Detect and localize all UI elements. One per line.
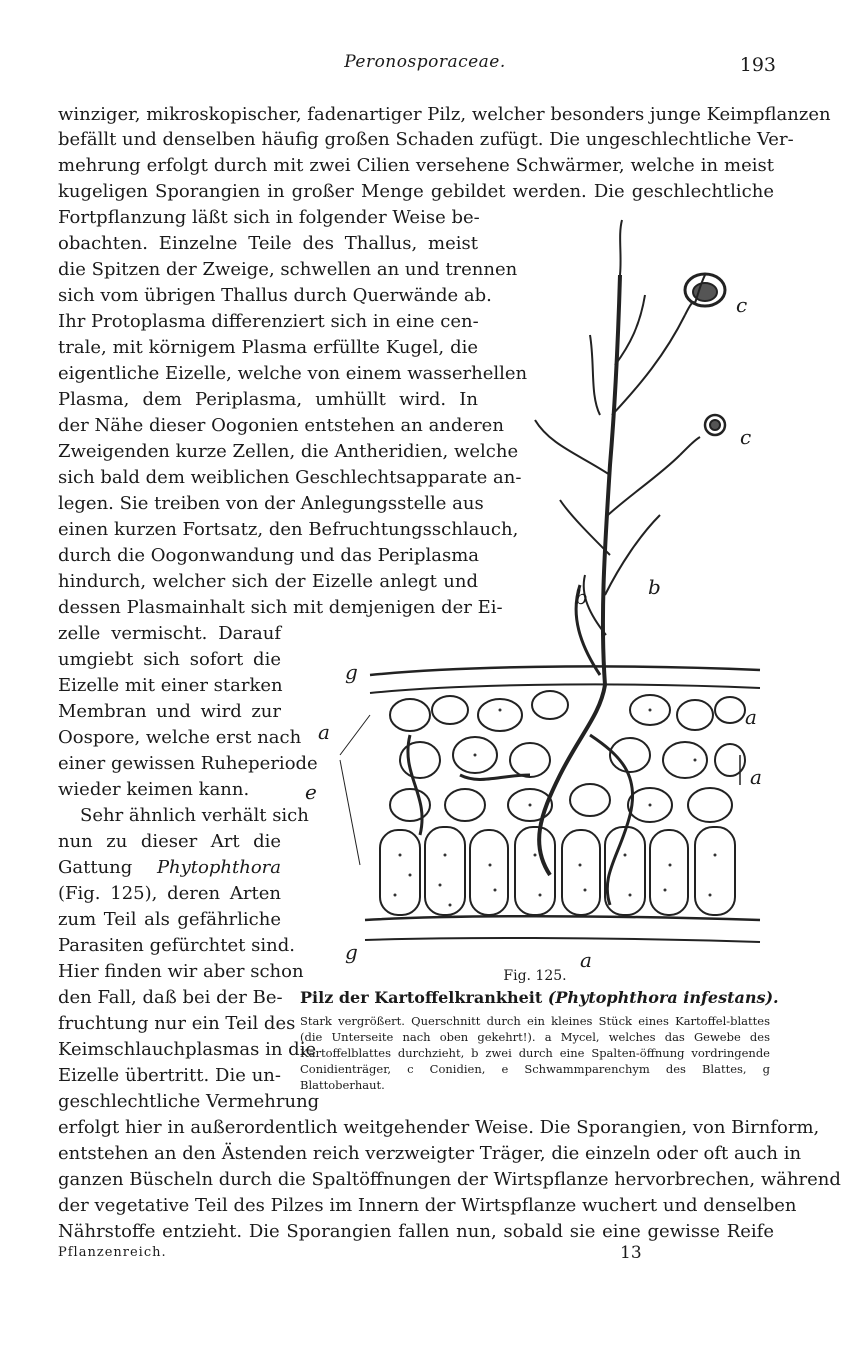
text-line: zelle vermischt. Darauf xyxy=(58,623,281,644)
text-line: eigentliche Eizelle, welche von einem wasserhellen xyxy=(58,363,528,384)
text-line: obachten. Einzelne Teile des Thallus, meist xyxy=(58,233,478,254)
figure-label-b: b xyxy=(648,575,661,599)
text-line: nun zu dieser Art die xyxy=(58,831,281,852)
figure-illustration xyxy=(300,215,770,972)
text-line: einen kurzen Fortsatz, den Befruchtungsschlauch, xyxy=(58,519,519,540)
text-line: Hier finden wir aber schon xyxy=(58,961,304,982)
running-head: Peronosporaceae. xyxy=(344,52,506,72)
footer-series: Pflanzenreich. xyxy=(58,1245,167,1260)
text-line: umgiebt sich sofort die xyxy=(58,649,281,670)
text-line: der Nähe dieser Oogonien entstehen an anderen xyxy=(58,415,504,436)
figure-label-b: b xyxy=(575,585,588,609)
text-line: Membran und wird zur xyxy=(58,701,281,722)
text-line: wieder keimen kann. xyxy=(58,779,250,800)
text-line: ganzen Büscheln durch die Spaltöffnungen der Wirtspflanze hervorbrechen, während xyxy=(58,1169,841,1190)
text-line: Sehr ähnlich verhält sich xyxy=(80,805,309,826)
text-line: befällt und denselben häufig großen Schaden zufügt. Die ungeschlechtliche Ver- xyxy=(58,129,794,150)
figure-label-g: g xyxy=(345,660,358,684)
text-line: Fortpflanzung läßt sich in folgender Weise be- xyxy=(58,207,480,228)
text-line: die Spitzen der Zweige, schwellen an und trennen xyxy=(58,259,518,280)
figure-label-c: c xyxy=(740,425,752,449)
fungus-cross-section-drawing xyxy=(300,215,770,965)
text-line: einer gewissen Ruheperiode xyxy=(58,753,318,774)
figure-label-c: c xyxy=(736,293,748,317)
figure-label-a: a xyxy=(580,948,592,972)
text-line: trale, mit körnigem Plasma erfüllte Kugel, die xyxy=(58,337,478,358)
text-line: erfolgt hier in außerordentlich weitgehender Weise. Die Sporangien, von Birnform, xyxy=(58,1117,820,1138)
text-line: entstehen an den Ästenden reich verzweigter Träger, die einzeln oder oft auch in xyxy=(58,1143,802,1164)
figure-label-a: a xyxy=(750,765,762,789)
text-line: zum Teil als gefährliche xyxy=(58,909,281,930)
text-span: Gattung xyxy=(58,857,133,878)
text-line: Ihr Protoplasma differenziert sich in eine cen- xyxy=(58,311,479,332)
figure-label-a: a xyxy=(745,705,757,729)
text-line: (Fig. 125), deren Arten xyxy=(58,883,281,904)
figure-label-g: g xyxy=(345,940,358,964)
text-line: mehrung erfolgt durch mit zwei Cilien versehene Schwärmer, welche in meist xyxy=(58,155,774,176)
text-line: Nährstoffe entzieht. Die Sporangien fallen nun, sobald sie eine gewisse Reife xyxy=(58,1221,774,1242)
text-line: dessen Plasmainhalt sich mit demjenigen der Ei- xyxy=(58,597,503,618)
text-line: Parasiten gefürchtet sind. xyxy=(58,935,295,956)
text-line: fruchtung nur ein Teil des xyxy=(58,1013,296,1034)
text-line: Zweigenden kurze Zellen, die Antheridien, welche xyxy=(58,441,519,462)
text-line: durch die Oogonwandung und das Periplasma xyxy=(58,545,480,566)
text-line: winziger, mikroskopischer, fadenartiger Pilz, welcher besonders junge Keimpflanzen xyxy=(58,104,831,125)
text-line: der vegetative Teil des Pilzes im Innern der Wirtspflanze wuchert und denselben xyxy=(58,1195,797,1216)
figure-species: (Phytophthora infestans). xyxy=(547,988,779,1007)
page-number: 193 xyxy=(739,54,776,76)
figure-number: Fig. 125. xyxy=(503,968,567,984)
figure-label-e: e xyxy=(305,780,317,804)
text-line: Eizelle mit einer starken xyxy=(58,675,283,696)
text-line: Plasma, dem Periplasma, umhüllt wird. In xyxy=(58,389,478,410)
text-line: geschlechtliche Vermehrung xyxy=(58,1091,320,1112)
text-line: Keimschlauchplasmas in die xyxy=(58,1039,317,1060)
figure-caption: Stark vergrößert. Querschnitt durch ein kleines Stück eines Kartoffel-blattes (die Unterseite nach oben gekehrt!). a Mycel, welches das Gewebe des Kartoffelblattes durchzieht, b zwei durch eine Spalten-öffnung vordringende Conidienträger, c Conidien, e Schwammparenchym des Blattes, g Blattoberhaut. xyxy=(300,1014,770,1092)
figure-label-a: a xyxy=(318,720,330,744)
figure-title-text: Pilz der Kartoffelkrankheit xyxy=(300,988,543,1007)
text-line: kugeligen Sporangien in großer Menge gebildet werden. Die geschlechtliche xyxy=(58,181,774,202)
footer-signature: 13 xyxy=(620,1243,642,1263)
text-line: Eizelle übertritt. Die un- xyxy=(58,1065,281,1086)
text-line xyxy=(58,855,281,881)
text-line: sich vom übrigen Thallus durch Querwände ab. xyxy=(58,285,492,306)
figure-title xyxy=(300,988,779,1007)
text-line: sich bald dem weiblichen Geschlechtsapparate an- xyxy=(58,467,522,488)
text-line: hindurch, welcher sich der Eizelle anlegt und xyxy=(58,571,478,592)
text-line: Oospore, welche erst nach xyxy=(58,727,302,748)
text-line: den Fall, daß bei der Be- xyxy=(58,987,283,1008)
text-line: legen. Sie treiben von der Anlegungsstelle aus xyxy=(58,493,484,514)
genus-name: Phytophthora xyxy=(156,857,281,878)
